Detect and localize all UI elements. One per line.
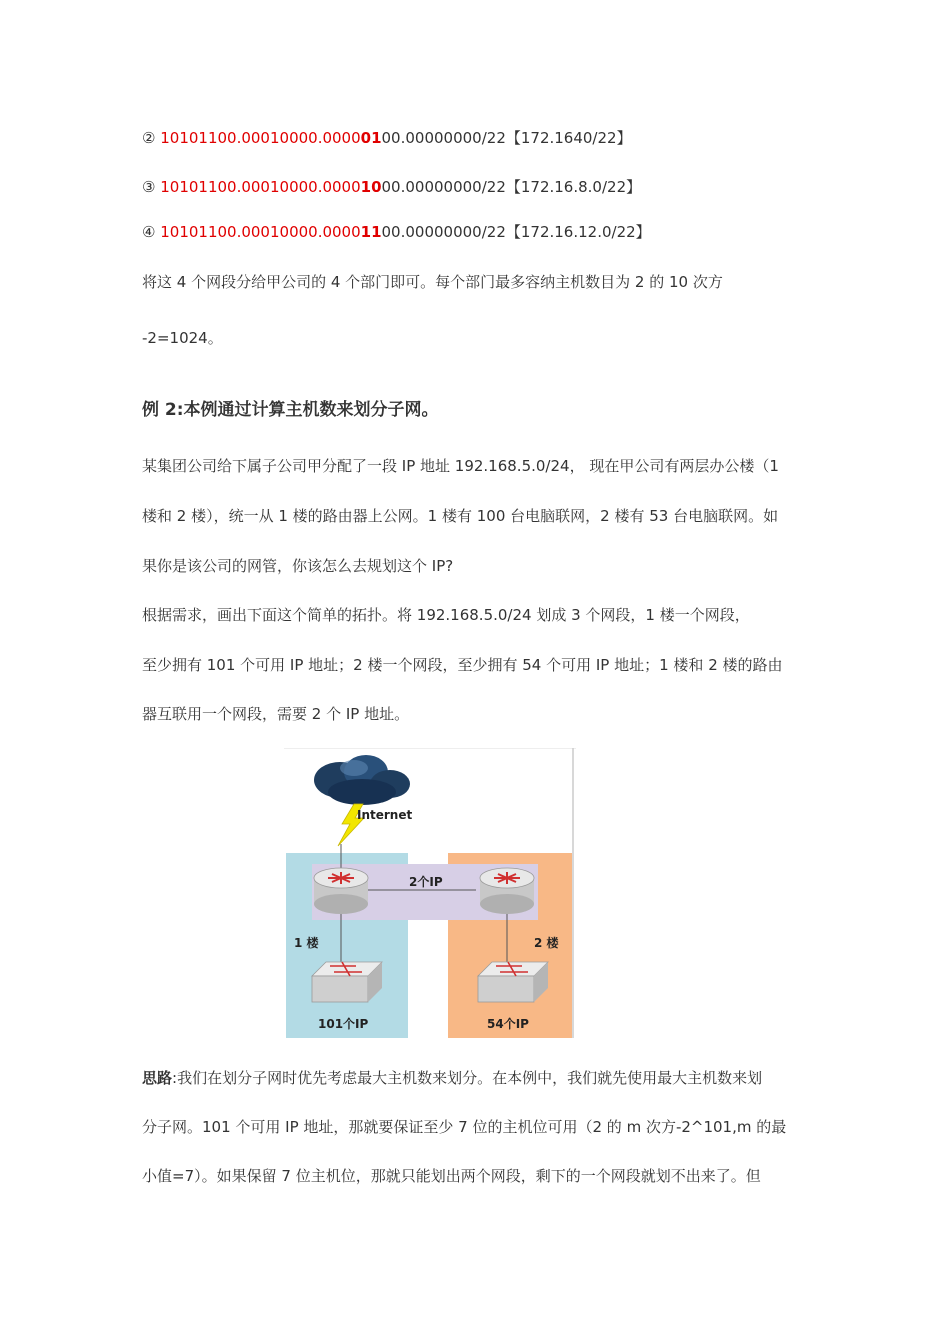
subnet-binary-network: 10101100.00010000.0000 — [160, 129, 361, 147]
subnet-binary-rest: 00.00000000/22【172.16.12.0/22】 — [381, 223, 651, 241]
subnet-binary-bits: 11 — [360, 223, 382, 241]
switch-icon — [312, 962, 382, 1002]
paragraph-2-line-3: 器互联用一个网段，需要 2 个 IP 地址。 — [142, 705, 410, 723]
floor-1-label: 1 楼 — [294, 936, 319, 950]
internet-label: Internet — [357, 808, 413, 822]
subnet-binary-network: 10101100.00010000.0000 — [160, 223, 361, 241]
link-ip-label: 2个IP — [409, 875, 443, 889]
example-heading: 例 2:本例通过计算主机数来划分子网。 — [142, 400, 439, 420]
router-icon — [480, 868, 534, 914]
summary-line-1: 将这 4 个网段分给甲公司的 4 个部门即可。每个部门最多容纳主机数目为 2 的 10 次方 — [142, 273, 723, 291]
approach-label: 思路 — [142, 1069, 173, 1087]
paragraph-3-line-2: 分子网。101 个可用 IP 地址，那就要保证至少 7 位的主机位可用（2 的 m 次方-2^101,m 的最 — [142, 1118, 787, 1136]
summary-line-2: -2=1024。 — [142, 329, 223, 347]
subnet-binary-bits: 01 — [360, 129, 382, 147]
paragraph-3-line-3: 小值=7）。如果保留 7 位主机位，那就只能划出两个网段，剩下的一个网段就划不出来了。但 — [142, 1167, 761, 1185]
subnet-binary-bits: 10 — [360, 178, 382, 196]
subnet-binary-rest: 00.00000000/22【172.16.8.0/22】 — [381, 178, 642, 196]
subnet-marker: ③ — [142, 178, 156, 196]
router-icon — [314, 868, 368, 914]
paragraph-1-line-3: 果你是该公司的网管，你该怎么去规划这个 IP? — [142, 557, 454, 575]
subnet-marker: ② — [142, 129, 156, 147]
floor-2-ip-label: 54个IP — [487, 1017, 529, 1031]
subnet-line-4 — [142, 222, 651, 242]
network-topology-diagram — [284, 748, 576, 1038]
subnet-binary-rest: 00.00000000/22【172.1640/22】 — [381, 129, 632, 147]
subnet-line-2 — [142, 128, 632, 148]
paragraph-1-line-2: 楼和 2 楼），统一从 1 楼的路由器上公网。1 楼有 100 台电脑联网，2 楼有 53 台电脑联网。如 — [142, 507, 779, 525]
paragraph-2-line-1: 根据需求，画出下面这个简单的拓扑。将 192.168.5.0/24 划成 3 个网段，1 楼一个网段， — [142, 606, 750, 624]
switch-icon — [478, 962, 548, 1002]
floor-2-label: 2 楼 — [534, 936, 559, 950]
approach-text: :我们在划分子网时优先考虑最大主机数来划分。在本例中，我们就先使用最大主机数来划 — [172, 1069, 763, 1087]
paragraph-1-line-1: 某集团公司给下属子公司甲分配了一段 IP 地址 192.168.5.0/24， 现在甲公司有两层办公楼（1 — [142, 457, 779, 475]
subnet-binary-network: 10101100.00010000.0000 — [160, 178, 361, 196]
paragraph-2-line-2: 至少拥有 101 个可用 IP 地址；2 楼一个网段，至少拥有 54 个可用 IP 地址；1 楼和 2 楼的路由 — [142, 656, 783, 674]
floor-1-ip-label: 101个IP — [318, 1017, 369, 1031]
cloud-icon — [314, 755, 410, 805]
paragraph-3-line-1 — [142, 1068, 762, 1088]
subnet-line-3 — [142, 177, 641, 197]
subnet-marker: ④ — [142, 223, 156, 241]
